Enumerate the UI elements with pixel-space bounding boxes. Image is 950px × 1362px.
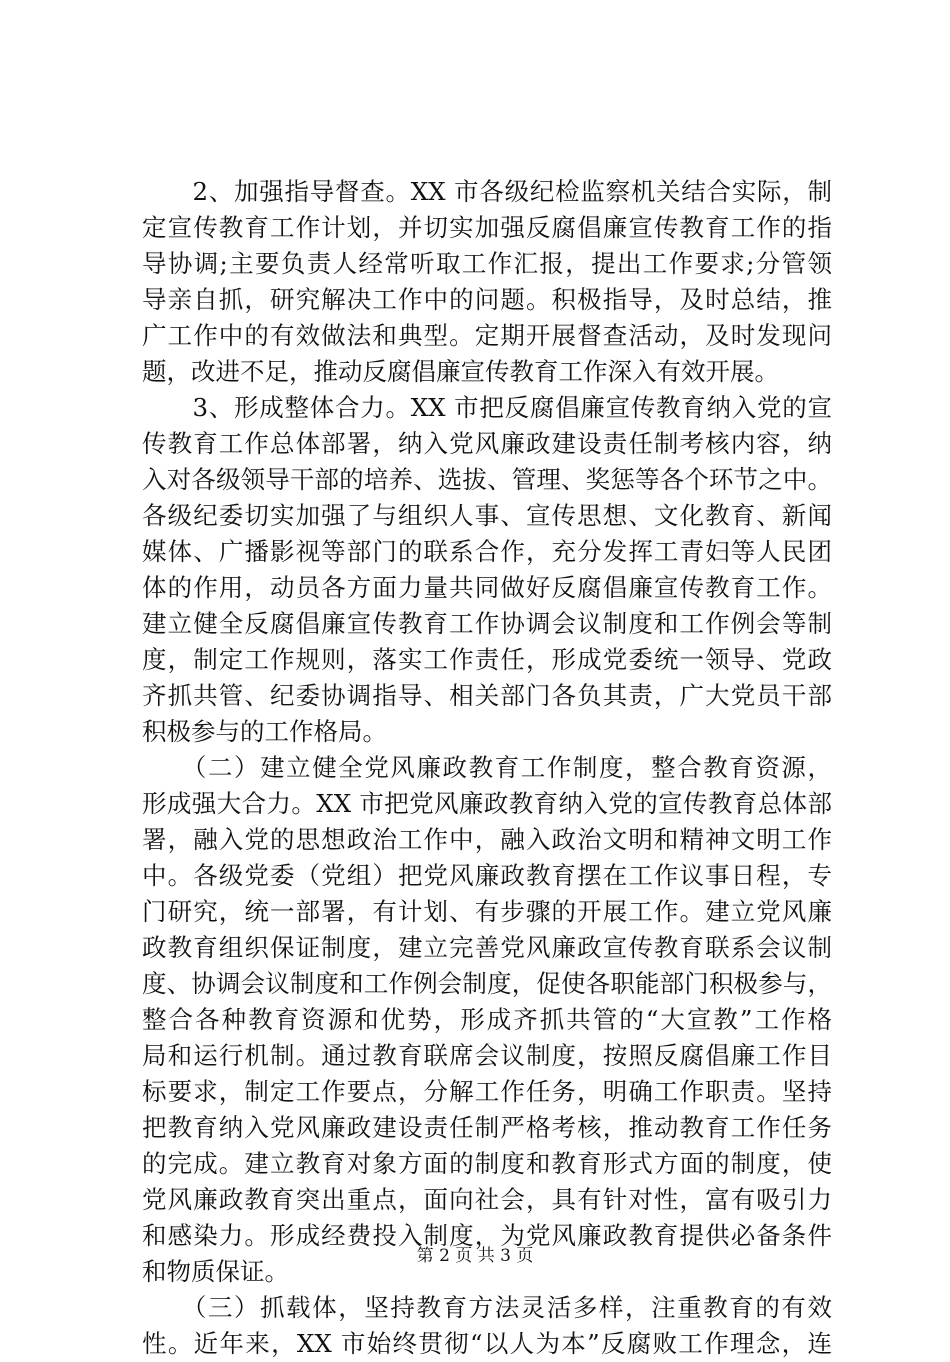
text-line: 传教育工作总体部署，纳入党风廉政建设责任制考核内容，纳 <box>142 429 832 458</box>
text-line: 署，融入党的思想政治工作中，融入政治文明和精神文明工作 <box>142 825 832 854</box>
text-line: 广工作中的有效做法和典型。定期开展督查活动，及时发现问 <box>142 321 832 350</box>
text-line: 和物质保证。 <box>142 1257 289 1286</box>
text-line: 体的作用，动员各方面力量共同做好反腐倡廉宣传教育工作。 <box>142 573 832 602</box>
text-line: （二）建立健全党风廉政教育工作制度，整合教育资源， <box>142 753 832 782</box>
text-line: 把教育纳入党风廉政建设责任制严格考核，推动教育工作任务 <box>142 1113 832 1142</box>
text-line: 导亲自抓，研究解决工作中的问题。积极指导，及时总结，推 <box>142 285 832 314</box>
text-line: 中。各级党委（党组）把党风廉政教育摆在工作议事日程，专 <box>142 861 832 890</box>
text-line: 标要求，制定工作要点，分解工作任务，明确工作职责。坚持 <box>142 1077 832 1106</box>
text-line: 度，制定工作规则，落实工作责任，形成党委统一领导、党政 <box>142 645 832 674</box>
text-line: 和感染力。形成经费投入制度，为党风廉政教育提供必备条件 <box>142 1221 832 1250</box>
text-line: 的完成。建立教育对象方面的制度和教育形式方面的制度，使 <box>142 1149 832 1178</box>
text-line: 性。近年来，XX 市始终贯彻“以人为本”反腐败工作理念，连 <box>142 1329 832 1358</box>
text-line: 局和运行机制。通过教育联席会议制度，按照反腐倡廉工作目 <box>142 1041 832 1070</box>
text-line: （三）抓载体，坚持教育方法灵活多样，注重教育的有效 <box>142 1293 832 1322</box>
text-line: 入对各级领导干部的培养、选拔、管理、奖惩等各个环节之中。 <box>142 465 832 494</box>
text-line: 度、协调会议制度和工作例会制度，促使各职能部门积极参与， <box>142 969 832 998</box>
document-body <box>142 174 832 1362</box>
text-line: 门研究，统一部署，有计划、有步骤的开展工作。建立党风廉 <box>142 897 832 926</box>
text-line: 积极参与的工作格局。 <box>142 717 387 746</box>
text-line: 整合各种教育资源和优势，形成齐抓共管的“大宣教”工作格 <box>142 1005 832 1034</box>
text-line: 定宣传教育工作计划，并切实加强反腐倡廉宣传教育工作的指 <box>142 213 832 242</box>
text-line: 媒体、广播影视等部门的联系合作，充分发挥工青妇等人民团 <box>142 537 832 566</box>
text-line: 党风廉政教育突出重点，面向社会，具有针对性，富有吸引力 <box>142 1185 832 1214</box>
text-line: 政教育组织保证制度，建立完善党风廉政宣传教育联系会议制 <box>142 933 832 962</box>
text-line: 各级纪委切实加强了与组织人事、宣传思想、文化教育、新闻 <box>142 501 832 530</box>
text-line: 导协调;主要负责人经常听取工作汇报，提出工作要求;分管领 <box>142 249 832 278</box>
text-line: 建立健全反腐倡廉宣传教育工作协调会议制度和工作例会等制 <box>142 609 832 638</box>
text-line: 题，改进不足，推动反腐倡廉宣传教育工作深入有效开展。 <box>142 357 779 386</box>
text-line: 形成强大合力。XX 市把党风廉政教育纳入党的宣传教育总体部 <box>142 789 832 818</box>
text-line: 齐抓共管、纪委协调指导、相关部门各负其责，广大党员干部 <box>142 681 832 710</box>
text-line: 3、形成整体合力。XX 市把反腐倡廉宣传教育纳入党的宣 <box>142 393 832 422</box>
text-line: 2、加强指导督查。XX 市各级纪检监察机关结合实际，制 <box>142 177 832 206</box>
page-footer: 第 2 页 共 3 页 <box>416 1246 534 1266</box>
